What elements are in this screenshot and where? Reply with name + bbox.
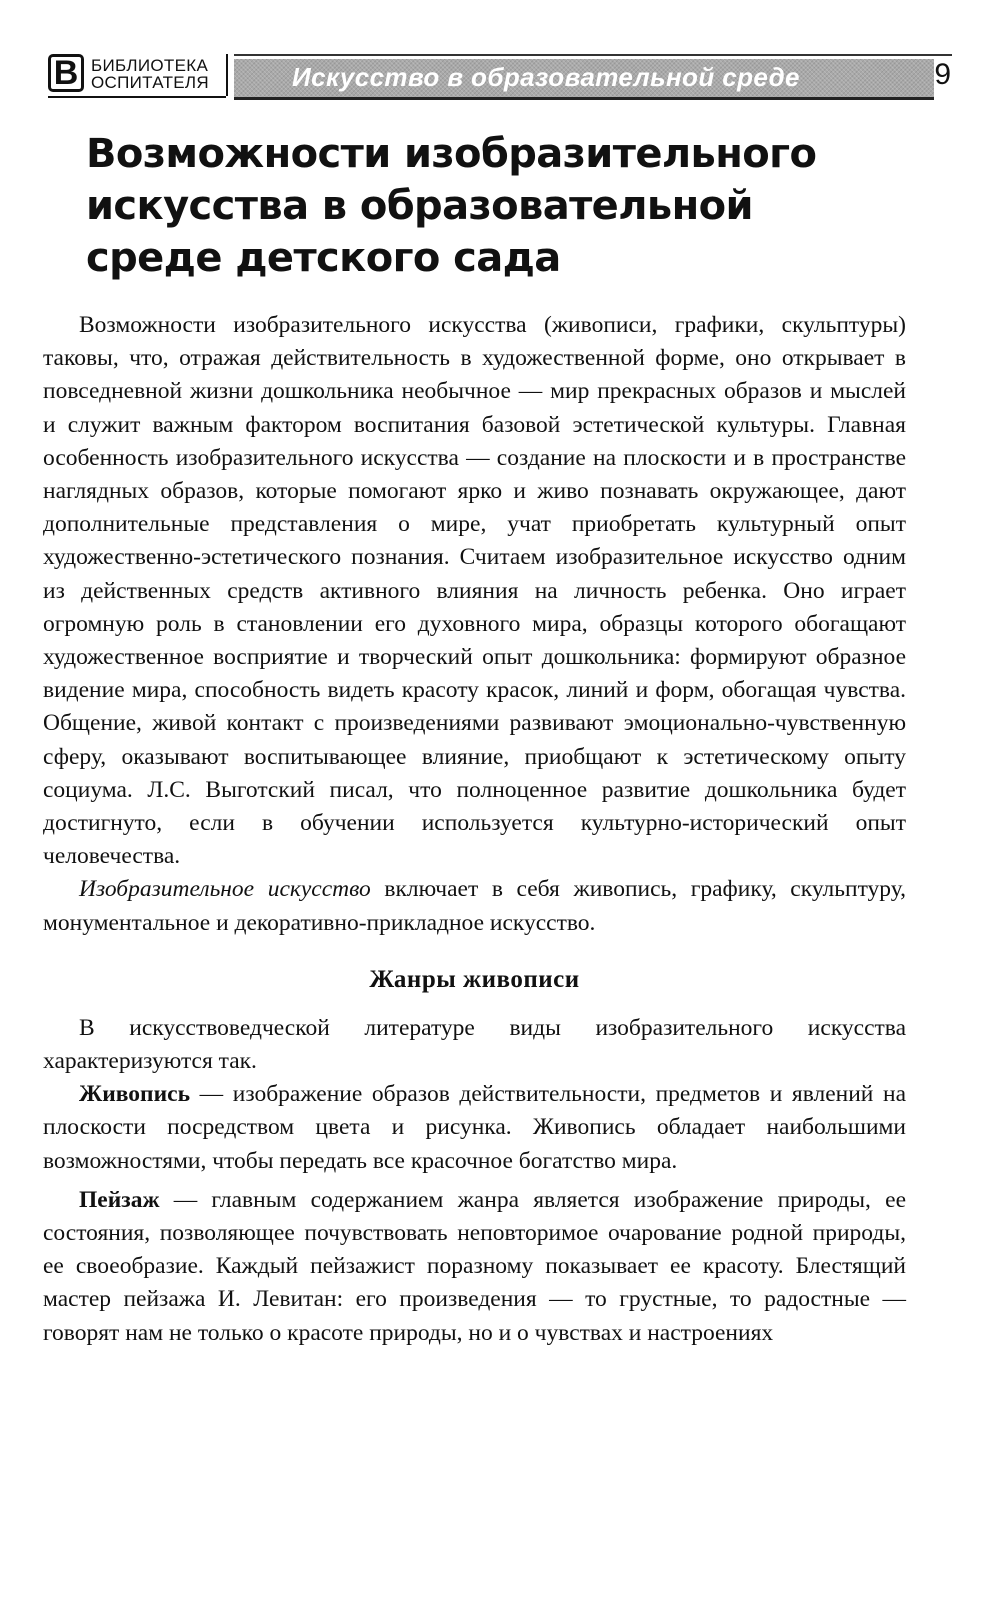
definition-term: Живопись [79, 1081, 190, 1108]
section-heading: Жанры живописи [369, 965, 580, 993]
definition-text: — главным содержанием жанра является изображение природы, ее состояния, позволяющее почувствовать неповторимое очарование родной природы, ее своеобразие. Каждый пейзажист поразному показывает ее красоту. Блестящий мастер пейзажа И. Левитан: его произведения — то грустные, то радостные — говорят нам не только о красоте природы, но и о чувствах и настроениях [43, 1186, 906, 1346]
intro-paragraph-2 [43, 873, 906, 939]
intro-paragraph: Возможности изобразительного искусства (живописи, графики, скульптуры) таковы, что, отражая действительность в художественной форме, оно открывает в повседневной жизни дошкольника необычное — мир прекрасных образов и мыслей и служит важным фактором воспитания базовой эстетической культуры. Главная особенность изобразительного искусства — создание на плоскости и в пространстве наглядных образов, которые помогают ярко и живо познавать окружающее, дают дополнительные представления о мире, учат приобретать культурный опыт художественно-эстетического познания. Считаем изобразительное искусство одним из действенных средств активного влияния на личность ребенка. Оно играет огромную роль в становлении его духовного мира, образцы которого обогащают художественное восприятие и творческий опыт дошкольника: формируют образное видение мира, способность видеть красоту красок, линий и форм, обогащая чувства. Общение, живой контакт с произведениями развивают эмоционально-чувственную сферу, оказывают воспитывающее влияние, приобщают к эстетическому опыту социума. Л.С. Выготский писал, что полноценное развитие дошкольника будет достигнуто, если в обучении используется культурно-исторический опыт человечества. [43, 312, 906, 870]
emphasis-term: Изобразительное искусство [79, 876, 371, 903]
section-intro-paragraph: В искусствоведческой литературе виды изобразительного искусства характеризуются так. [43, 1014, 906, 1075]
definition-landscape [43, 1184, 906, 1350]
logo-line-1: БИБЛИОТЕКА [91, 56, 209, 75]
chapter-title-line: искусства в образовательной [86, 183, 753, 229]
chapter-title-line: среде детского сада [86, 235, 561, 281]
header-top-rule [234, 54, 952, 56]
series-logo [48, 54, 226, 98]
running-section-title: Искусство в образовательной среде [292, 62, 800, 92]
running-header [48, 52, 953, 100]
definition-text: — изображение образов действительности, предметов и явлений на плоскости посредством цвета и рисунка. Живопись обладает наибольшими возможностями, чтобы передать все красочное богатство мира. [43, 1081, 906, 1174]
definition-painting [43, 1078, 906, 1178]
body-text [43, 309, 906, 1350]
section-title-band [234, 59, 934, 100]
logo-letter: B [48, 54, 84, 92]
page-number: 9 [934, 58, 951, 91]
header-divider [226, 54, 228, 96]
paragraph-text: включает в себя живопись, графику, скульптуру, монументальное и декоративно-прикладное искусство. [43, 876, 906, 936]
chapter-title [86, 128, 926, 284]
definition-term: Пейзаж [79, 1186, 160, 1213]
logo-line-2: ОСПИТАТЕЛЯ [91, 73, 209, 92]
chapter-title-line: Возможности изобразительного [86, 131, 817, 177]
